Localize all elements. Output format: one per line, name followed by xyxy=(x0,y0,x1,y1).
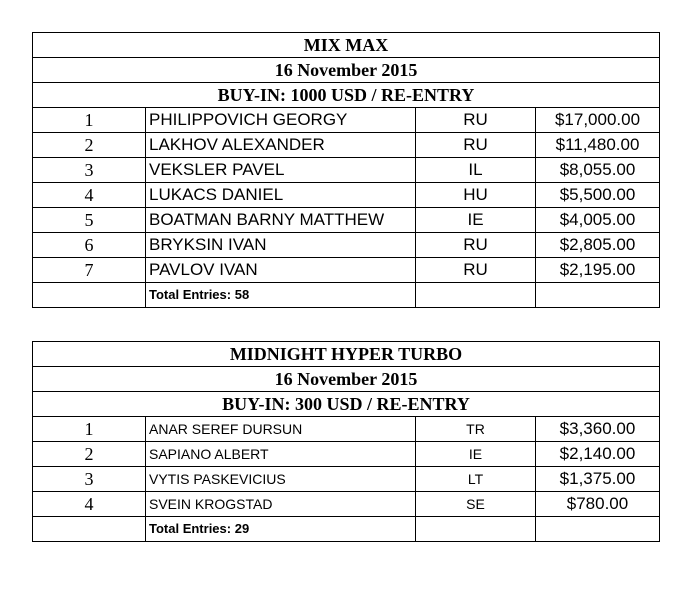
player-name-cell: BOATMAN BARNY MATTHEW xyxy=(146,208,416,233)
rank-cell: 2 xyxy=(33,442,146,467)
rank-cell: 1 xyxy=(33,108,146,133)
prize-cell: $4,005.00 xyxy=(536,208,660,233)
table-row xyxy=(33,183,660,208)
empty-cell xyxy=(416,283,536,308)
prize-cell: $11,480.00 xyxy=(536,133,660,158)
tournament-title: MIX MAX xyxy=(33,33,660,58)
player-name-cell: SVEIN KROGSTAD xyxy=(146,492,416,517)
total-entries-row xyxy=(33,283,660,308)
tournament-date: 16 November 2015 xyxy=(33,58,660,83)
table-row xyxy=(33,417,660,442)
empty-cell xyxy=(416,517,536,542)
rank-cell: 2 xyxy=(33,133,146,158)
tournament-buyin: BUY-IN: 1000 USD / RE-ENTRY xyxy=(33,83,660,108)
table-row xyxy=(33,442,660,467)
tournament-title: MIDNIGHT HYPER TURBO xyxy=(33,342,660,367)
country-cell: RU xyxy=(416,133,536,158)
player-name-cell: PAVLOV IVAN xyxy=(146,258,416,283)
rank-cell: 4 xyxy=(33,492,146,517)
rank-cell: 5 xyxy=(33,208,146,233)
player-name-cell: LAKHOV ALEXANDER xyxy=(146,133,416,158)
country-cell: IE xyxy=(416,208,536,233)
rank-cell: 1 xyxy=(33,417,146,442)
midnight-hyper-turbo-results-table xyxy=(32,341,660,542)
rank-cell: 7 xyxy=(33,258,146,283)
country-cell: RU xyxy=(416,233,536,258)
tournament-date: 16 November 2015 xyxy=(33,367,660,392)
total-entries: Total Entries: 58 xyxy=(146,283,416,308)
table-row xyxy=(33,467,660,492)
country-cell: SE xyxy=(416,492,536,517)
country-cell: RU xyxy=(416,108,536,133)
country-cell: LT xyxy=(416,467,536,492)
player-name-cell: PHILIPPOVICH GEORGY xyxy=(146,108,416,133)
country-cell: IE xyxy=(416,442,536,467)
mix-max-results-table xyxy=(32,32,660,308)
country-cell: IL xyxy=(416,158,536,183)
player-name-cell: SAPIANO ALBERT xyxy=(146,442,416,467)
player-name-cell: VEKSLER PAVEL xyxy=(146,158,416,183)
prize-cell: $5,500.00 xyxy=(536,183,660,208)
tournament-buyin: BUY-IN: 300 USD / RE-ENTRY xyxy=(33,392,660,417)
total-entries: Total Entries: 29 xyxy=(146,517,416,542)
table-row xyxy=(33,133,660,158)
rank-cell: 3 xyxy=(33,467,146,492)
empty-cell xyxy=(33,517,146,542)
country-cell: RU xyxy=(416,258,536,283)
table-row xyxy=(33,258,660,283)
empty-cell xyxy=(33,283,146,308)
prize-cell: $780.00 xyxy=(536,492,660,517)
prize-cell: $1,375.00 xyxy=(536,467,660,492)
table-row xyxy=(33,492,660,517)
prize-cell: $8,055.00 xyxy=(536,158,660,183)
prize-cell: $2,140.00 xyxy=(536,442,660,467)
rank-cell: 4 xyxy=(33,183,146,208)
table-row xyxy=(33,158,660,183)
player-name-cell: LUKACS DANIEL xyxy=(146,183,416,208)
prize-cell: $3,360.00 xyxy=(536,417,660,442)
prize-cell: $17,000.00 xyxy=(536,108,660,133)
player-name-cell: VYTIS PASKEVICIUS xyxy=(146,467,416,492)
player-name-cell: BRYKSIN IVAN xyxy=(146,233,416,258)
country-cell: HU xyxy=(416,183,536,208)
player-name-cell: ANAR SEREF DURSUN xyxy=(146,417,416,442)
table-row xyxy=(33,108,660,133)
rank-cell: 6 xyxy=(33,233,146,258)
empty-cell xyxy=(536,283,660,308)
rank-cell: 3 xyxy=(33,158,146,183)
empty-cell xyxy=(536,517,660,542)
country-cell: TR xyxy=(416,417,536,442)
table-row xyxy=(33,233,660,258)
prize-cell: $2,805.00 xyxy=(536,233,660,258)
table-row xyxy=(33,208,660,233)
total-entries-row xyxy=(33,517,660,542)
prize-cell: $2,195.00 xyxy=(536,258,660,283)
